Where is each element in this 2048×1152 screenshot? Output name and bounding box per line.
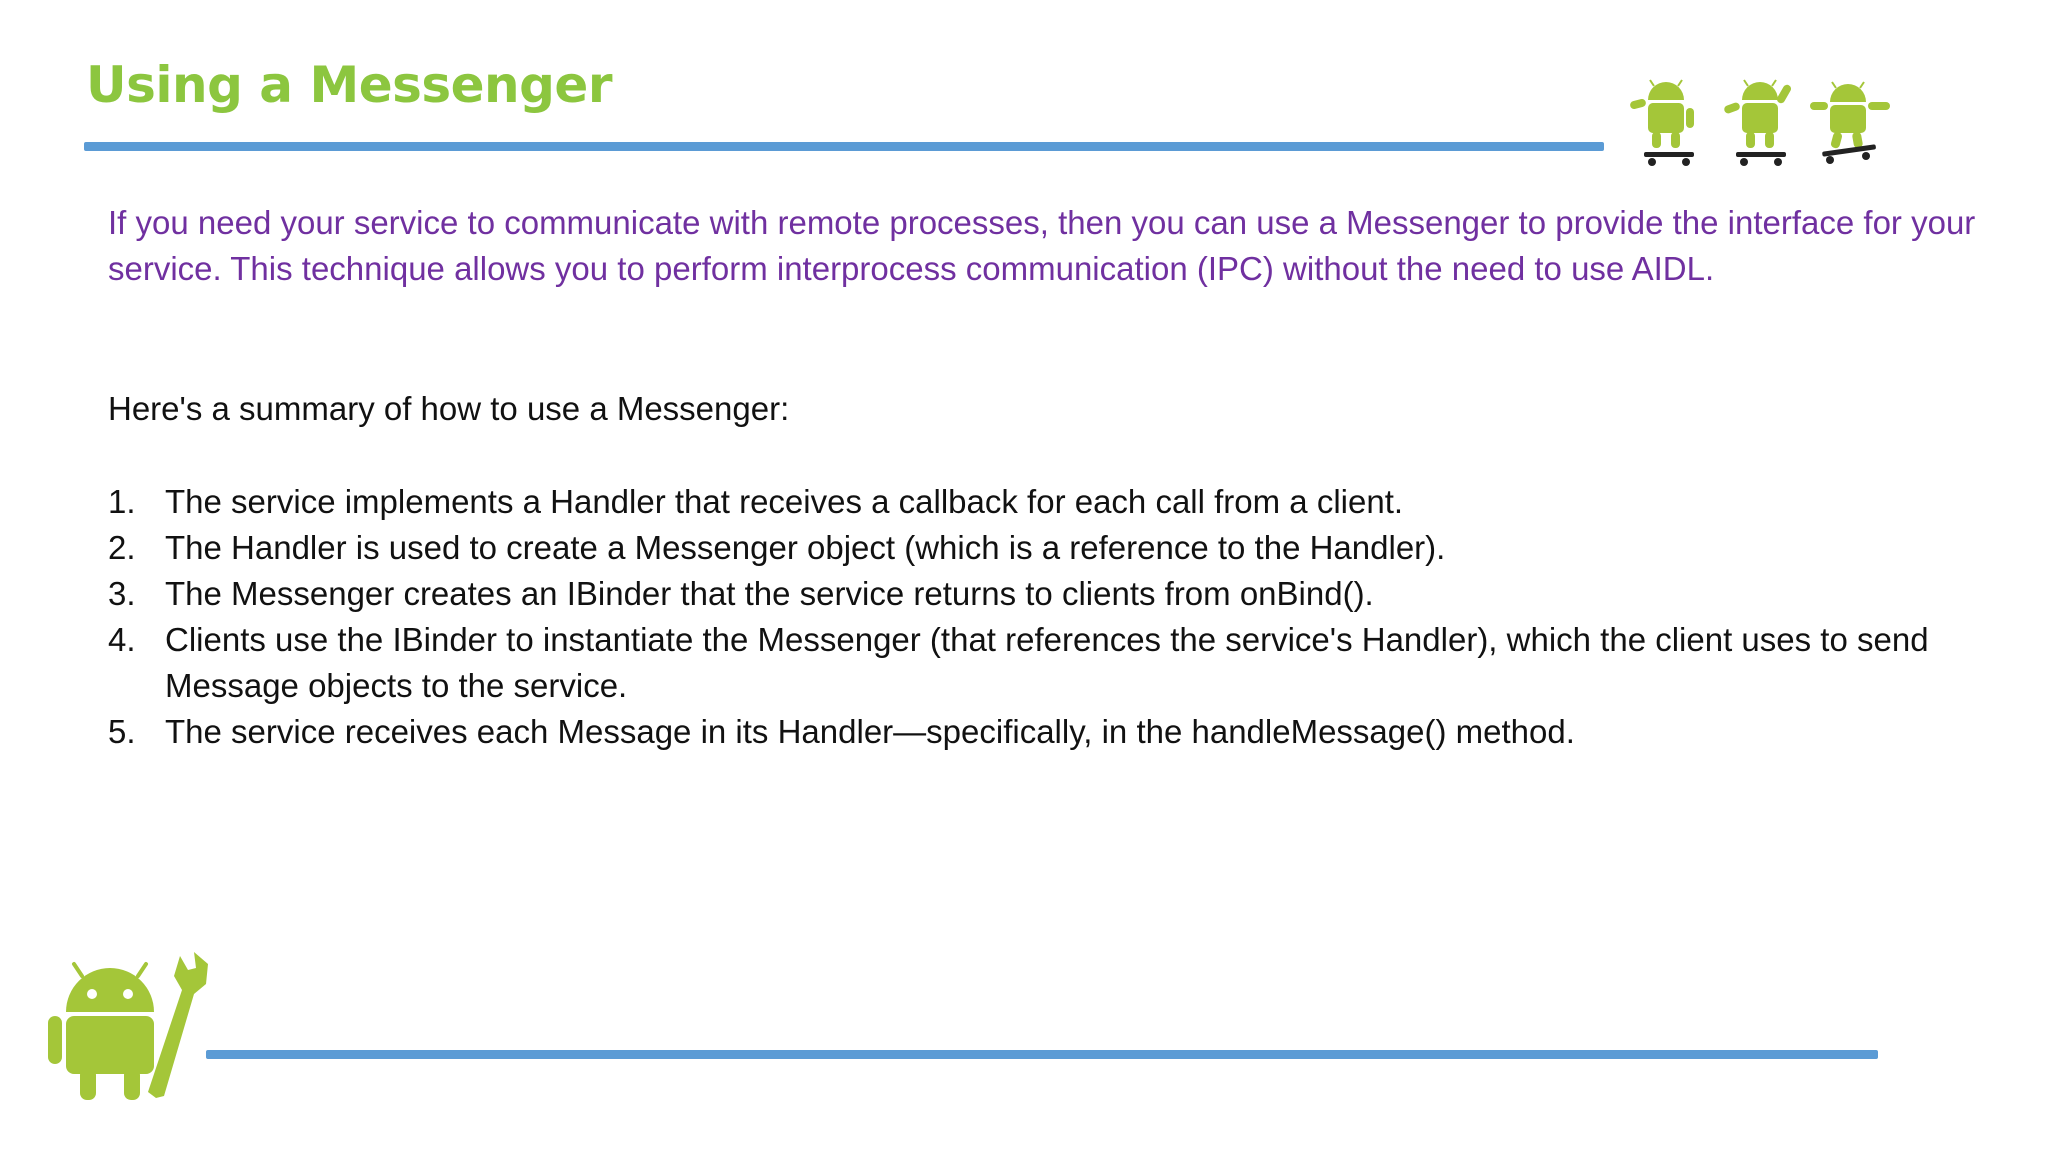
- list-item-text: The service receives each Message in its Handler—specifically, in the handleMessage() method.: [165, 713, 1575, 750]
- list-item-text: Clients use the IBinder to instantiate the Messenger (that references the service's Handler), which the client uses to send Message objects to the service.: [165, 621, 1929, 704]
- list-item-text: The Messenger creates an IBinder that the service returns to clients from onBind().: [165, 575, 1374, 612]
- list-item: [108, 617, 1988, 709]
- android-figure-3: [1810, 82, 1890, 149]
- list-item: [108, 571, 1988, 617]
- list-item-text: The service implements a Handler that receives a callback for each call from a client.: [165, 483, 1404, 520]
- skateboarding-androids-icon: [1616, 76, 1896, 172]
- summary-heading: Here's a summary of how to use a Messenger:: [108, 390, 790, 427]
- slide-title: Using a Messenger: [86, 56, 612, 114]
- steps-list: [108, 479, 1988, 755]
- android-figure-2: [1723, 80, 1792, 148]
- android-with-wrench-icon: [44, 950, 214, 1104]
- android-figure-1: [1629, 80, 1694, 148]
- list-item: [108, 709, 1988, 755]
- list-item-number: 5.: [108, 713, 136, 750]
- list-item-number: 2.: [108, 529, 136, 566]
- list-item-number: 4.: [108, 621, 136, 658]
- list-item-text: The Handler is used to create a Messenger object (which is a reference to the Handler).: [165, 529, 1446, 566]
- footer-rule: [206, 1050, 1878, 1059]
- intro-paragraph: If you need your service to communicate with remote processes, then you can use a Messenger to provide the interface for your service. This technique allows you to perform interprocess communication (IPC) without the need to use AIDL.: [108, 204, 1976, 287]
- list-item-number: 3.: [108, 575, 136, 612]
- list-item: [108, 525, 1988, 571]
- list-item-number: 1.: [108, 483, 136, 520]
- title-underline: [84, 142, 1604, 151]
- list-item: [108, 479, 1988, 525]
